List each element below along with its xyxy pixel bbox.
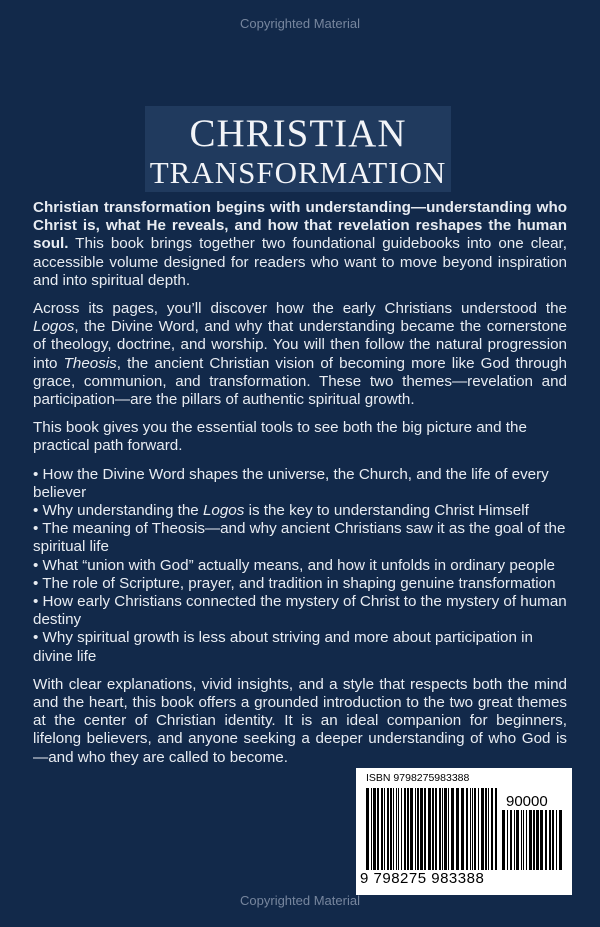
- para2-theosis: Theosis: [63, 354, 117, 372]
- bullet-item: • How early Christians connected the mystery of Christ to the mystery of human destiny: [33, 593, 567, 629]
- para2-logos: Logos: [33, 318, 75, 336]
- isbn-barcode: [366, 788, 498, 870]
- price-code: 90000: [506, 793, 548, 810]
- book-title: [145, 106, 451, 192]
- isbn-digits: 9 798275 983388: [360, 870, 485, 887]
- bullet-item: [33, 502, 567, 520]
- paragraph-logos-theosis: [33, 300, 567, 409]
- watermark-top: Copyrighted Material: [240, 16, 360, 31]
- bullet-item: • Why spiritual growth is less about striving and more about participation in divine life: [33, 629, 533, 665]
- bullet-item: • The role of Scripture, prayer, and tradition in shaping genuine transformation: [33, 574, 556, 592]
- bullet-item: • How the Divine Word shapes the universe, the Church, and the life of every believer: [33, 465, 549, 501]
- intro-bold: Christian transformation begins with understanding—understanding who Christ is, what He reveals, and how that revelation reshapes the human soul.: [33, 199, 567, 253]
- paragraph-tools: This book gives you the essential tools to see both the big picture and the practical path forward.: [33, 419, 527, 455]
- para2-text-a: Across its pages, you’ll discover how the early Christians understood the: [33, 300, 567, 318]
- title-line-1: CHRISTIAN: [189, 112, 407, 155]
- back-cover-text: [33, 199, 567, 777]
- watermark-bottom: Copyrighted Material: [240, 893, 360, 908]
- bullet-item: • What “union with God” actually means, and how it unfolds in ordinary people: [33, 556, 555, 574]
- addon-barcode: [502, 810, 562, 870]
- bullet-logos: Logos: [202, 502, 245, 520]
- title-line-2: TRANSFORMATION: [149, 155, 447, 190]
- bullet-text: • Why understanding the: [33, 502, 203, 520]
- intro-paragraph: [33, 199, 567, 290]
- bullet-text: is the key to understanding Christ Himself: [244, 502, 529, 520]
- closing-paragraph: With clear explanations, vivid insights, and a style that respects both the mind and the heart, this book offers a grounded introduction to the two great themes at the center of Christian identity. It is an ideal companion for beginners, lifelong believers, and anyone seeking a deeper understanding of who God is—and who they are called to become.: [33, 675, 567, 766]
- intro-rest: This book brings together two foundational guidebooks into one clear, accessible volume designed for readers who want to move beyond inspiration and into spiritual depth.: [33, 235, 567, 289]
- barcode-box: [356, 768, 572, 895]
- bullet-item: • The meaning of Theosis—and why ancient Christians saw it as the goal of the spiritual life: [33, 520, 566, 556]
- bullet-list: [33, 466, 567, 666]
- para2-text-b: , the Divine Word, and why that understanding became the cornerstone of theology, doctrine, and worship. You will then follow the natural progression into: [33, 318, 567, 372]
- para2-text-c: , the ancient Christian vision of becoming more like God through grace, communion, and transformation. These two themes—revelation and participation—are the pillars of authentic spiritual growth.: [33, 354, 567, 409]
- isbn-label: ISBN 9798275983388: [366, 772, 470, 784]
